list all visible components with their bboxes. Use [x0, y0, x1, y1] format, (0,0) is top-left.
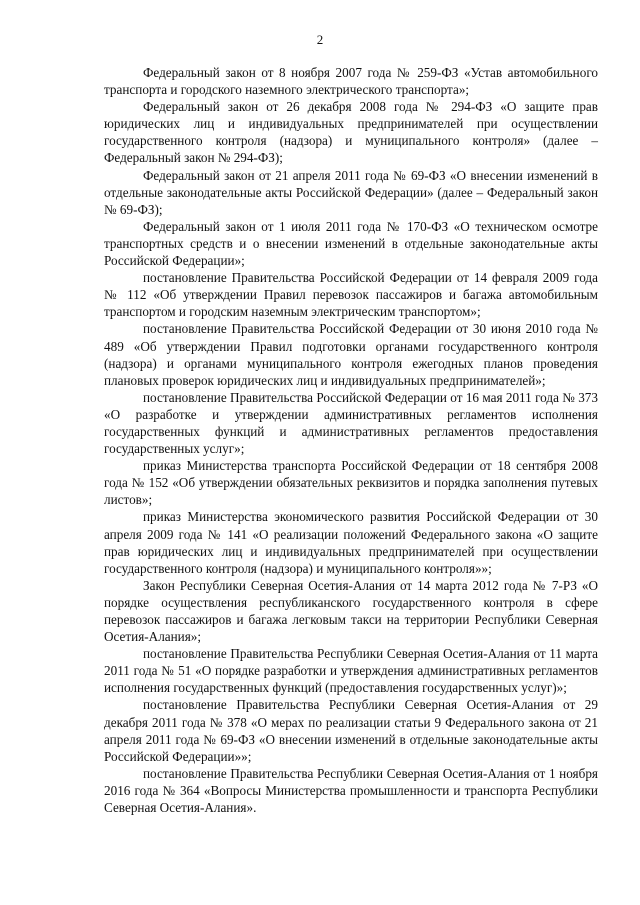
- list-item: постановление Правительства Российской Федерации от 16 мая 2011 года № 373 «О разработке и утверждении административных регламентов исполнения государственных функций и административных регламентов предоставления государственных услуг»;: [104, 389, 598, 457]
- list-item: постановление Правительства Республики Северная Осетия-Алания от 11 марта 2011 года № 51 «О порядке разработки и утверждения административных регламентов исполнения государственных функций (предоставления государственных услуг)»;: [104, 646, 598, 696]
- list-item: постановление Правительства Республики Северная Осетия-Алания от 29 декабря 2011 года № 378 «О мерах по реализации статьи 9 Федерального закона от 21 апреля 2011 года № 69-ФЗ «О внесении изменений в отдельные законодательные акты Российской Федерации»»;: [104, 697, 598, 764]
- page-number: 2: [316, 32, 324, 47]
- list-item: постановление Правительства Российской Федерации от 30 июня 2010 года № 489 «Об утверждении Правил подготовки органами государственного контроля (надзора) и органами муниципального контроля ежегодных планов проведения плановых проверок юридических лиц и индивидуальных предпринимателей»;: [104, 321, 598, 388]
- list-item: приказ Министерства транспорта Российской Федерации от 18 сентября 2008 года № 152 «Об утверждении обязательных реквизитов и порядка заполнения путевых листов»;: [104, 458, 598, 508]
- list-item: Федеральный закон от 1 июля 2011 года № 170-ФЗ «О техническом осмотре транспортных средств и о внесении изменений в отдельные законодательные акты Российской Федерации»;: [104, 218, 598, 269]
- legal-acts-list: [104, 64, 598, 816]
- list-item: Федеральный закон от 26 декабря 2008 года № 294-ФЗ «О защите прав юридических лиц и индивидуальных предпринимателей при осуществлении государственного контроля (надзора) и муниципального контроля» (далее – Федеральный закон № 294-ФЗ);: [104, 99, 598, 166]
- list-item: постановление Правительства Российской Федерации от 14 февраля 2009 года № 112 «Об утверждении Правил перевозок пассажиров и багажа автомобильным транспортом и городским наземным электрическим транспортом»;: [104, 270, 598, 320]
- list-item: постановление Правительства Республики Северная Осетия-Алания от 1 ноября 2016 года № 364 «Вопросы Министерства промышленности и транспорта Республики Северная Осетия-Алания».: [104, 765, 598, 816]
- list-item: приказ Министерства экономического развития Российской Федерации от 30 апреля 2009 года № 141 «О реализации положений Федерального закона «О защите прав юридических лиц и индивидуальных предпринимателей при осуществлении государственного контроля (надзора) и муниципального контроля»»;: [104, 509, 598, 576]
- list-item: Федеральный закон от 8 ноября 2007 года № 259-ФЗ «Устав автомобильного транспорта и городского наземного электрического транспорта»;: [104, 65, 598, 98]
- list-item: Закон Республики Северная Осетия-Алания от 14 марта 2012 года № 7-РЗ «О порядке осуществления республиканского государственного контроля в сфере перевозок пассажиров и багажа легковым такси на территории Республики Северная Осетия-Алания»;: [104, 577, 598, 645]
- list-item: Федеральный закон от 21 апреля 2011 года № 69-ФЗ «О внесении изменений в отдельные законодательные акты Российской Федерации» (далее – Федеральный закон № 69-ФЗ);: [104, 167, 598, 217]
